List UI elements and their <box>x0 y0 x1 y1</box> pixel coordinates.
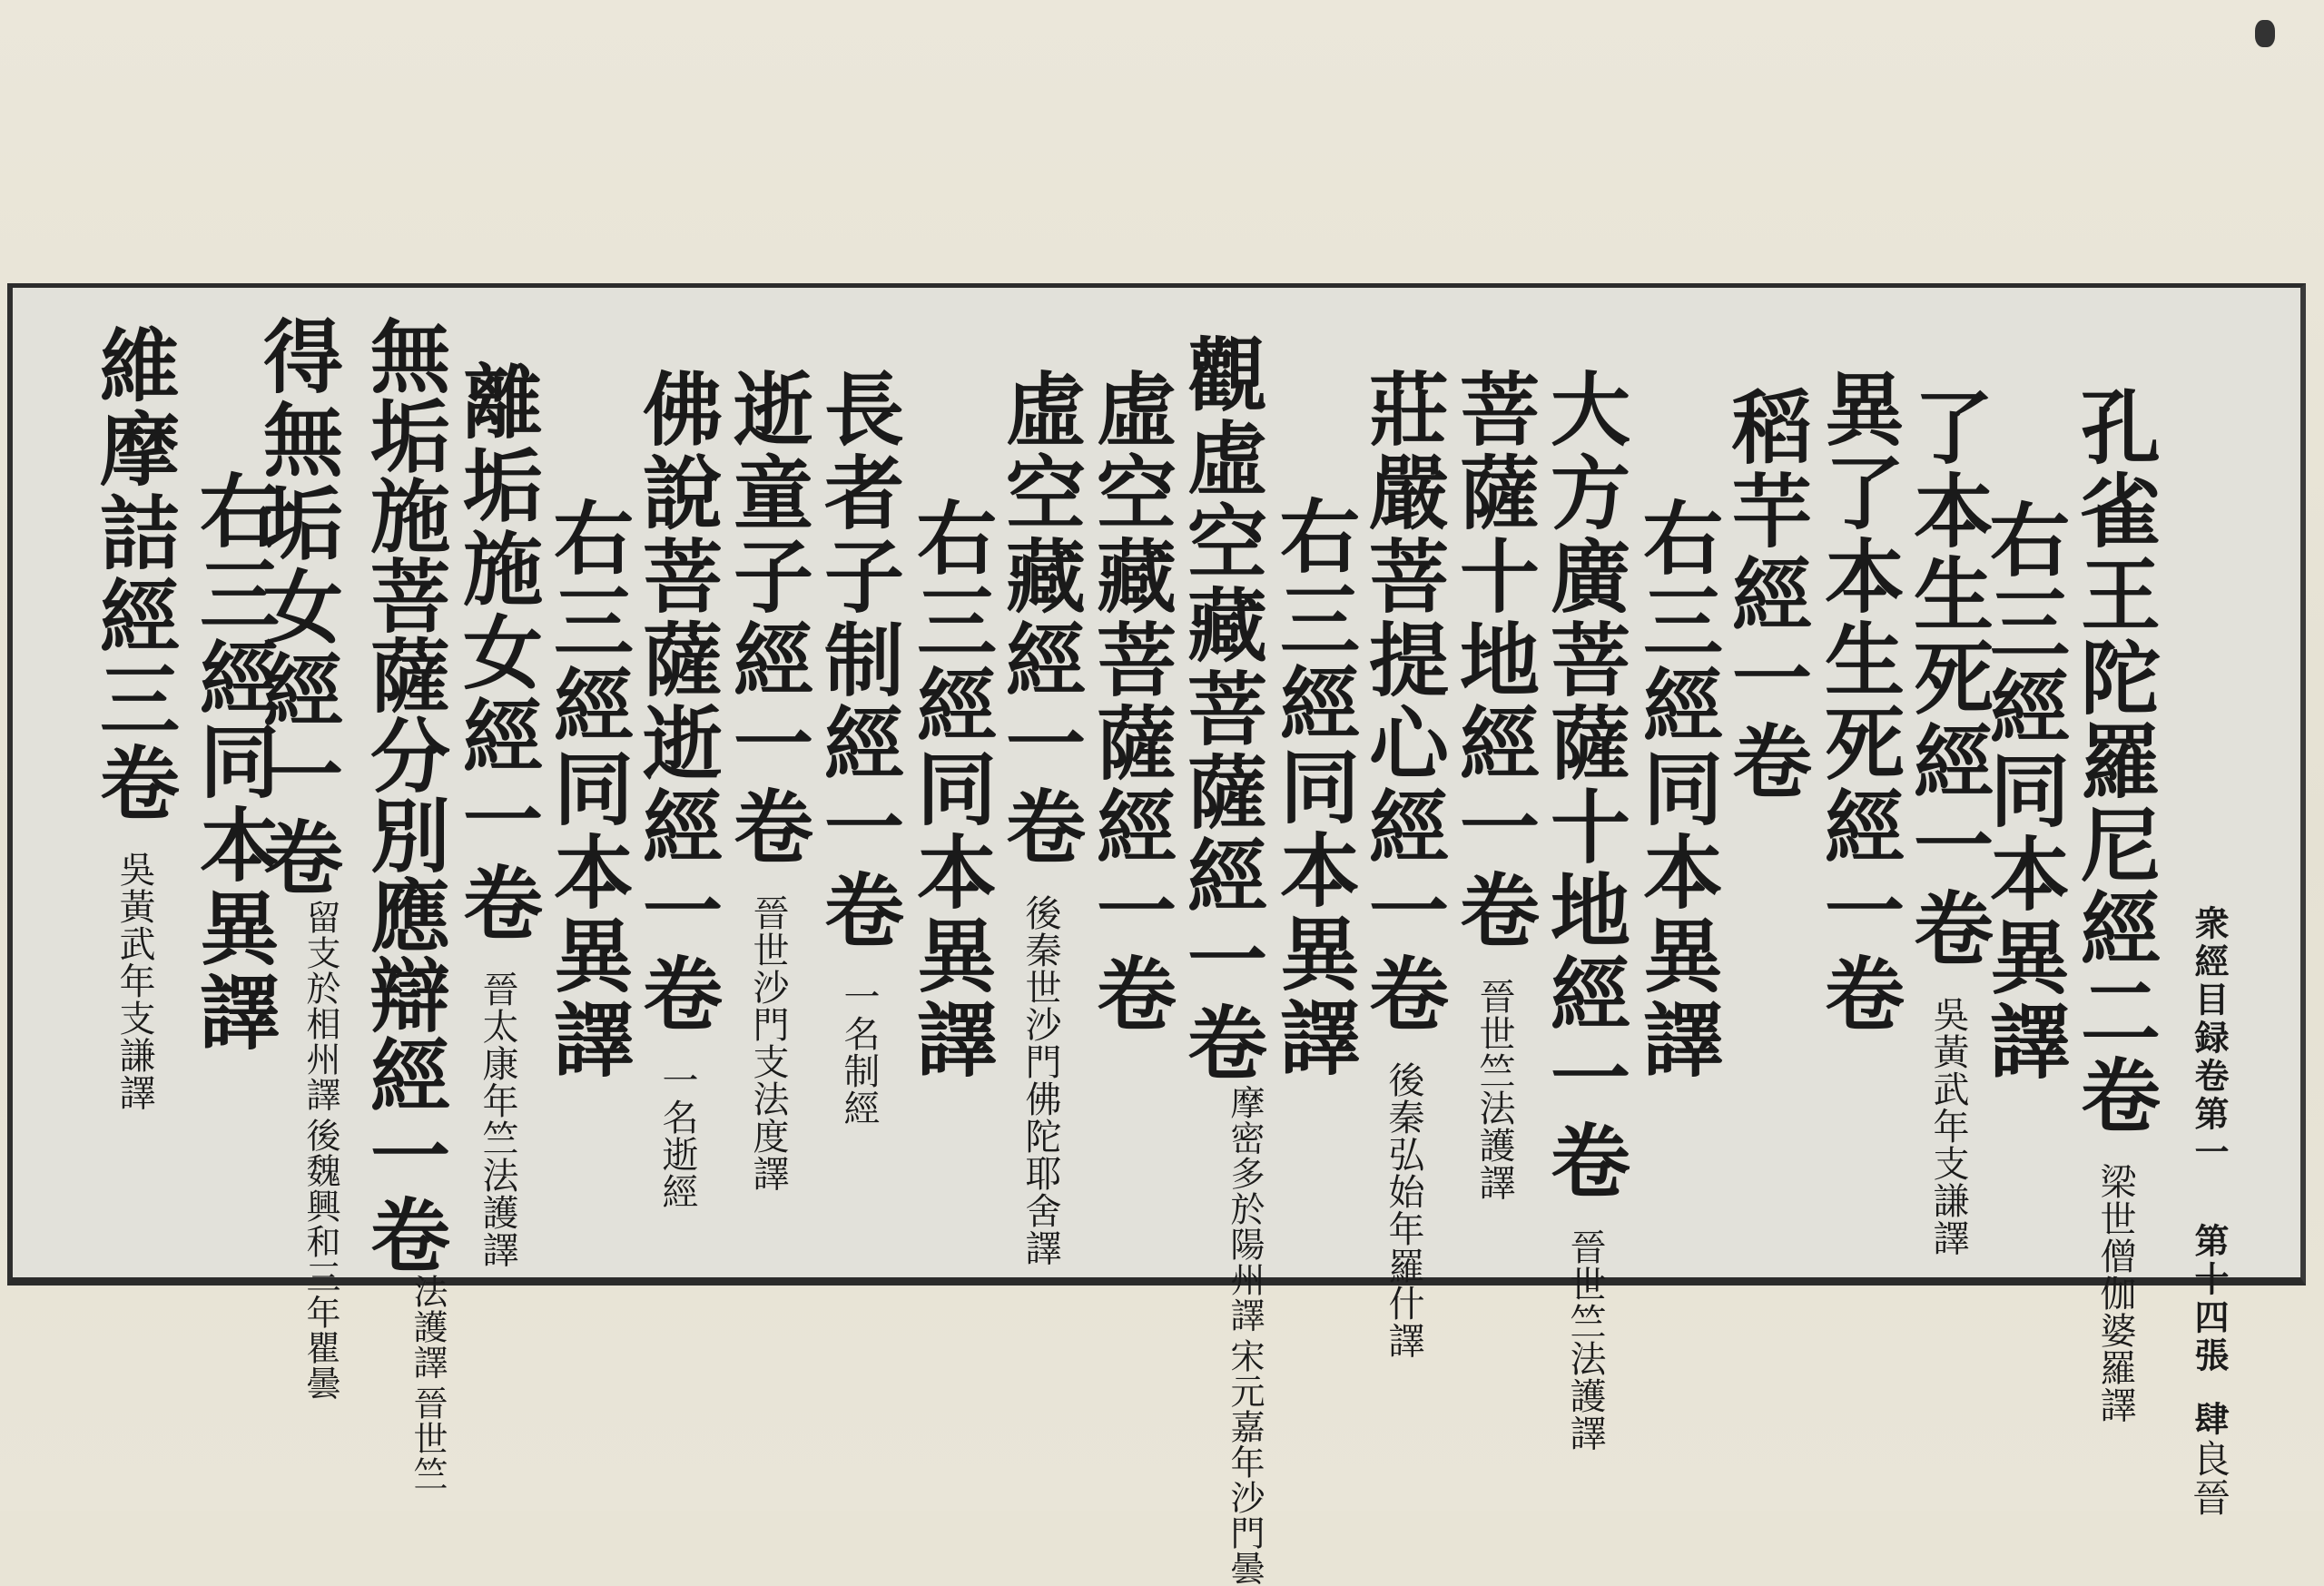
text-column <box>1719 386 1814 803</box>
column-main: 稻芉經一卷 <box>1719 386 1814 803</box>
column-main: 維摩詰經三卷 <box>87 324 182 825</box>
text-column <box>812 368 906 1127</box>
text-column <box>2068 386 2162 1423</box>
text-column <box>187 469 281 1054</box>
column-main: 右三經同本異譯 <box>1630 497 1725 1081</box>
text-column <box>1447 368 1541 1201</box>
column-main: 右三經同本異譯 <box>904 497 999 1081</box>
column-main: 莊嚴菩提心經一卷 <box>1356 368 1451 1036</box>
column-note: 晉世竺法護譯 <box>1564 1228 1606 1452</box>
column-note-pair <box>408 1274 448 1492</box>
column-main: 無垢施菩薩分別應辯經一卷 <box>358 315 452 1274</box>
text-column <box>358 315 452 1492</box>
column-note-b: 留支於相州譯 <box>300 900 340 1112</box>
margin-mark-small: 良晉 <box>2187 1439 2231 1517</box>
column-main: 長者子制經一卷 <box>812 368 906 952</box>
column-note: 吳黃武年支謙譯 <box>1927 996 1969 1256</box>
text-column <box>721 368 815 1192</box>
column-note-pair <box>1225 1085 1265 1586</box>
text-column <box>1538 368 1632 1452</box>
column-main: 離垢施女經一卷 <box>450 360 545 945</box>
column-note-b: 摩密多於陽州譯 <box>1225 1085 1265 1333</box>
column-note: 晉太康年竺法護譯 <box>477 970 518 1268</box>
text-column <box>541 497 635 1081</box>
text-column <box>1084 368 1178 1036</box>
column-note-a: 後魏興和三年瞿曇 <box>300 1118 340 1401</box>
column-note-pair <box>300 900 340 1401</box>
text-column <box>1630 497 1725 1081</box>
column-main: 了本生死經一卷 <box>1901 386 1995 970</box>
column-main: 右三經同本異譯 <box>187 469 281 1054</box>
text-column <box>904 497 999 1081</box>
margin-mark: 肆 <box>2189 1401 2230 1439</box>
margin-leaf: 第十四張 <box>2189 1223 2230 1375</box>
ink-blot <box>2255 20 2275 47</box>
column-main: 右三經同本異譯 <box>1267 495 1362 1079</box>
column-note: 晉世竺法護譯 <box>1473 978 1515 1201</box>
column-note: 梁世僧伽婆羅譯 <box>2094 1163 2136 1423</box>
column-main: 虛空藏菩薩經一卷 <box>1084 368 1178 1036</box>
text-column <box>1175 333 1269 1586</box>
printed-block <box>7 283 2306 1586</box>
text-column <box>1812 368 1906 1036</box>
column-note: 晉世沙門支法度譯 <box>747 894 789 1192</box>
column-note-a: 晉世竺 <box>408 1385 448 1492</box>
column-main: 右三經同本異譯 <box>1977 498 2072 1083</box>
column-main: 虛空藏經一卷 <box>993 368 1088 869</box>
column-main: 佛說菩薩逝經一卷 <box>630 368 724 1036</box>
column-main: 右三經同本異譯 <box>541 497 635 1081</box>
margin-column <box>2187 905 2231 1517</box>
column-note: 一名逝經 <box>656 1061 698 1210</box>
text-column <box>993 368 1088 1266</box>
column-main: 異了本生死經一卷 <box>1812 368 1906 1036</box>
column-note-a: 宋元嘉年沙門曇 <box>1225 1338 1265 1586</box>
text-column <box>1356 368 1451 1359</box>
text-column <box>1901 386 1995 1256</box>
text-column <box>630 368 724 1210</box>
column-main: 孔雀王陀羅尼經二卷 <box>2068 386 2162 1138</box>
column-main: 得無垢女經一卷 <box>251 315 345 900</box>
column-note: 後秦弘始年羅什譯 <box>1383 1061 1424 1359</box>
column-main: 菩薩十地經一卷 <box>1447 368 1541 952</box>
column-main: 逝童子經一卷 <box>721 368 815 869</box>
text-column <box>1267 495 1362 1079</box>
column-note-b: 法護譯 <box>408 1274 448 1380</box>
text-column <box>87 324 182 1111</box>
column-main: 觀虛空藏菩薩經一卷 <box>1175 333 1269 1085</box>
column-main: 大方廣菩薩十地經一卷 <box>1538 368 1632 1203</box>
text-column <box>450 360 545 1268</box>
column-note: 後秦世沙門佛陀耶舍譯 <box>1019 894 1061 1266</box>
text-column <box>1977 498 2072 1083</box>
margin-title: 衆經目録卷第一 <box>2189 905 2230 1172</box>
column-note: 吳黃武年支謙譯 <box>113 851 155 1111</box>
column-note: 一名制經 <box>838 978 880 1127</box>
